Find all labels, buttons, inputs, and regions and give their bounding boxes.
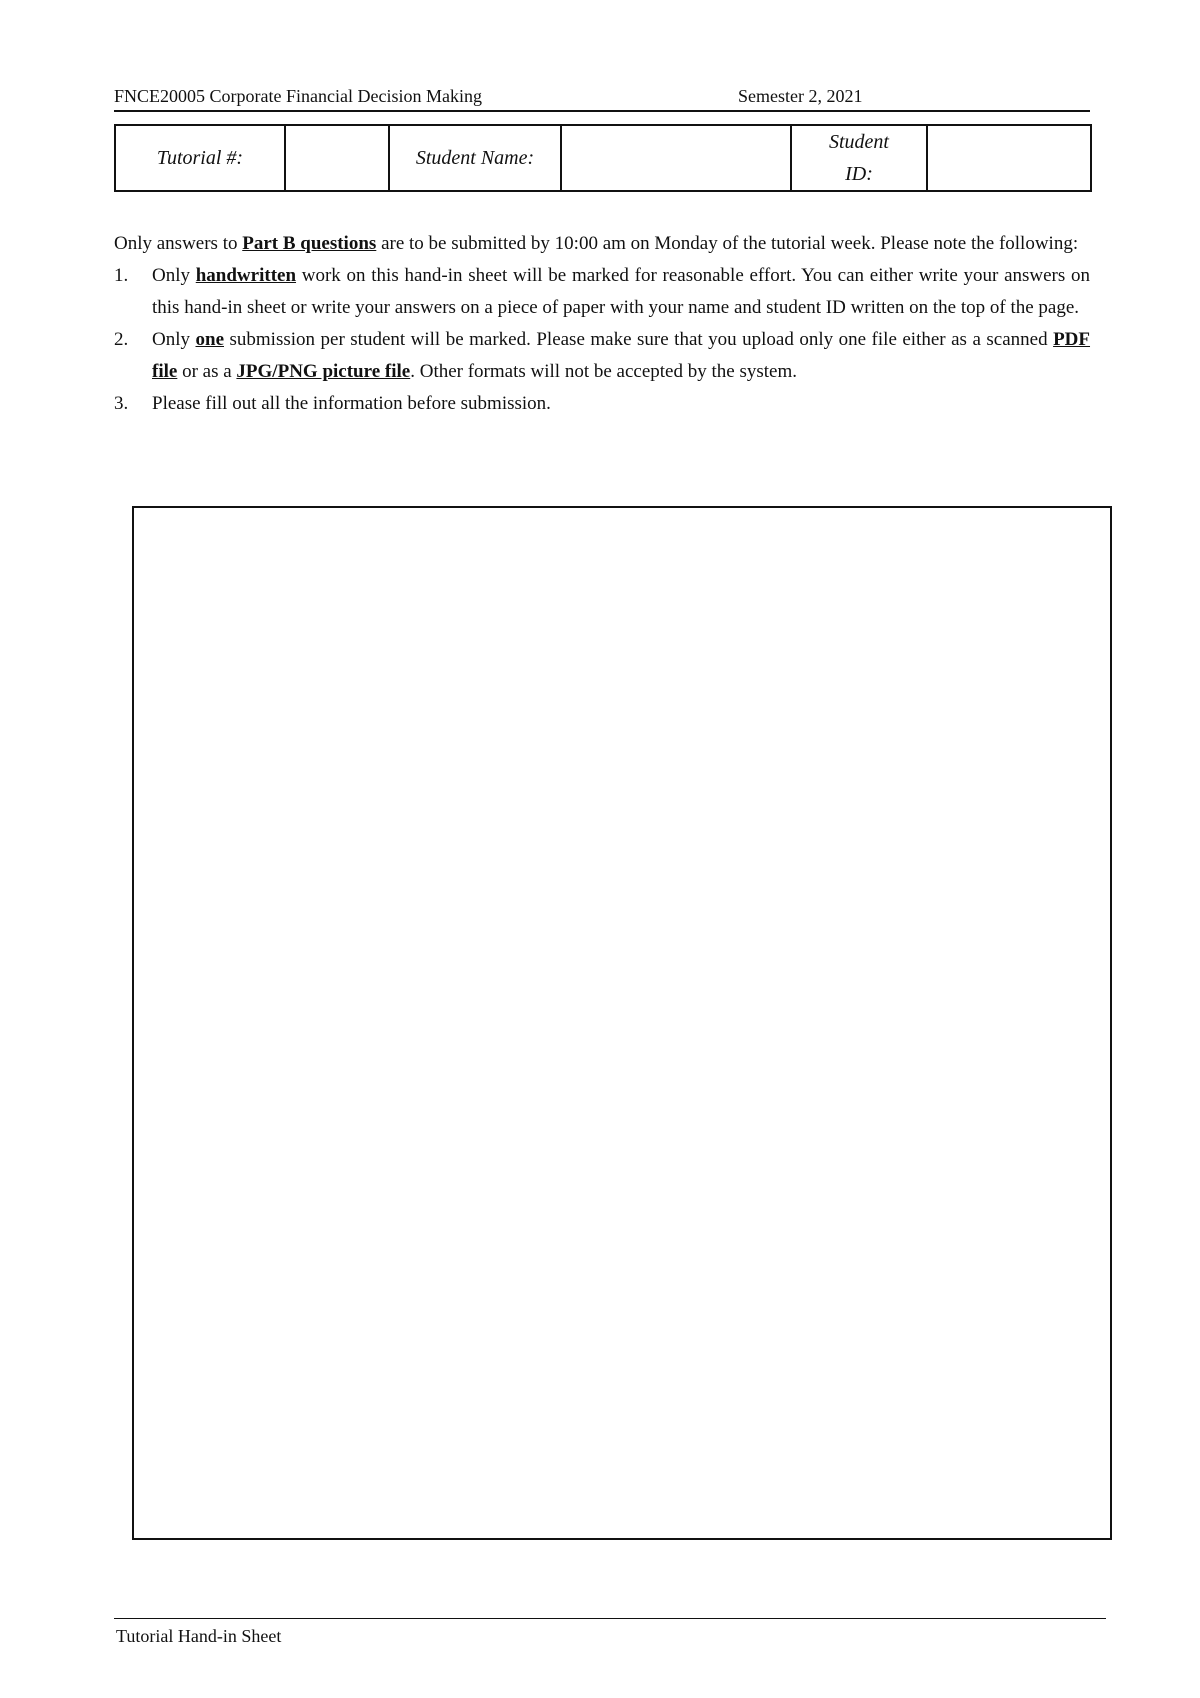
part-b-emphasis: Part B questions	[242, 233, 377, 254]
student-id-field[interactable]	[927, 125, 1091, 191]
picture-file-emphasis: JPG/PNG picture file	[236, 361, 411, 382]
item-text-or: or as a	[177, 361, 237, 382]
footer-divider	[114, 1618, 1106, 1619]
footer-label: Tutorial Hand-in Sheet	[116, 1626, 282, 1646]
instructions-intro	[114, 228, 1090, 260]
instructions-list	[114, 260, 1090, 420]
page-header	[114, 86, 1090, 112]
tutorial-number-label: Tutorial #:	[115, 125, 285, 191]
student-id-label-line1: Student	[829, 131, 889, 153]
item-text-rest: work on this hand-in sheet will be marked for reasonable effort. You can either write your answers on this hand-in sheet or write your answers on a piece of paper with your name and student ID written on the top of the page.	[152, 265, 1091, 318]
instruction-item-3	[114, 388, 1090, 420]
answer-box[interactable]	[132, 506, 1112, 1540]
student-name-field[interactable]	[561, 125, 791, 191]
semester-label: Semester 2, 2021	[738, 86, 863, 106]
tutorial-number-field[interactable]	[285, 125, 389, 191]
course-title: FNCE20005 Corporate Financial Decision Making	[114, 86, 482, 106]
instruction-item-2	[114, 324, 1090, 388]
intro-text: Only answers to	[114, 233, 243, 254]
item-text: Please fill out all the information before submission.	[152, 393, 551, 414]
intro-text-rest: are to be submitted by 10:00 am on Monday of the tutorial week. Please note the following:	[376, 233, 1079, 254]
student-id-label	[791, 125, 927, 191]
item-text-rest: submission per student will be marked. Please make sure that you upload only one file either as a scanned	[224, 329, 1054, 350]
student-name-label: Student Name:	[389, 125, 561, 191]
item-number: 3.	[114, 393, 129, 414]
student-info-table	[114, 124, 1092, 192]
item-text-end: . Other formats will not be accepted by the system.	[410, 361, 797, 382]
handwritten-emphasis: handwritten	[195, 265, 297, 286]
instructions	[114, 228, 1090, 420]
one-emphasis: one	[195, 329, 224, 350]
item-text: Only	[152, 329, 196, 350]
instruction-item-1	[114, 260, 1090, 324]
item-number: 1.	[114, 265, 129, 286]
student-id-label-line2: ID:	[845, 163, 873, 185]
pdf-file-emphasis: PDF file	[152, 329, 1091, 382]
item-text: Only	[152, 265, 196, 286]
item-number: 2.	[114, 329, 129, 350]
